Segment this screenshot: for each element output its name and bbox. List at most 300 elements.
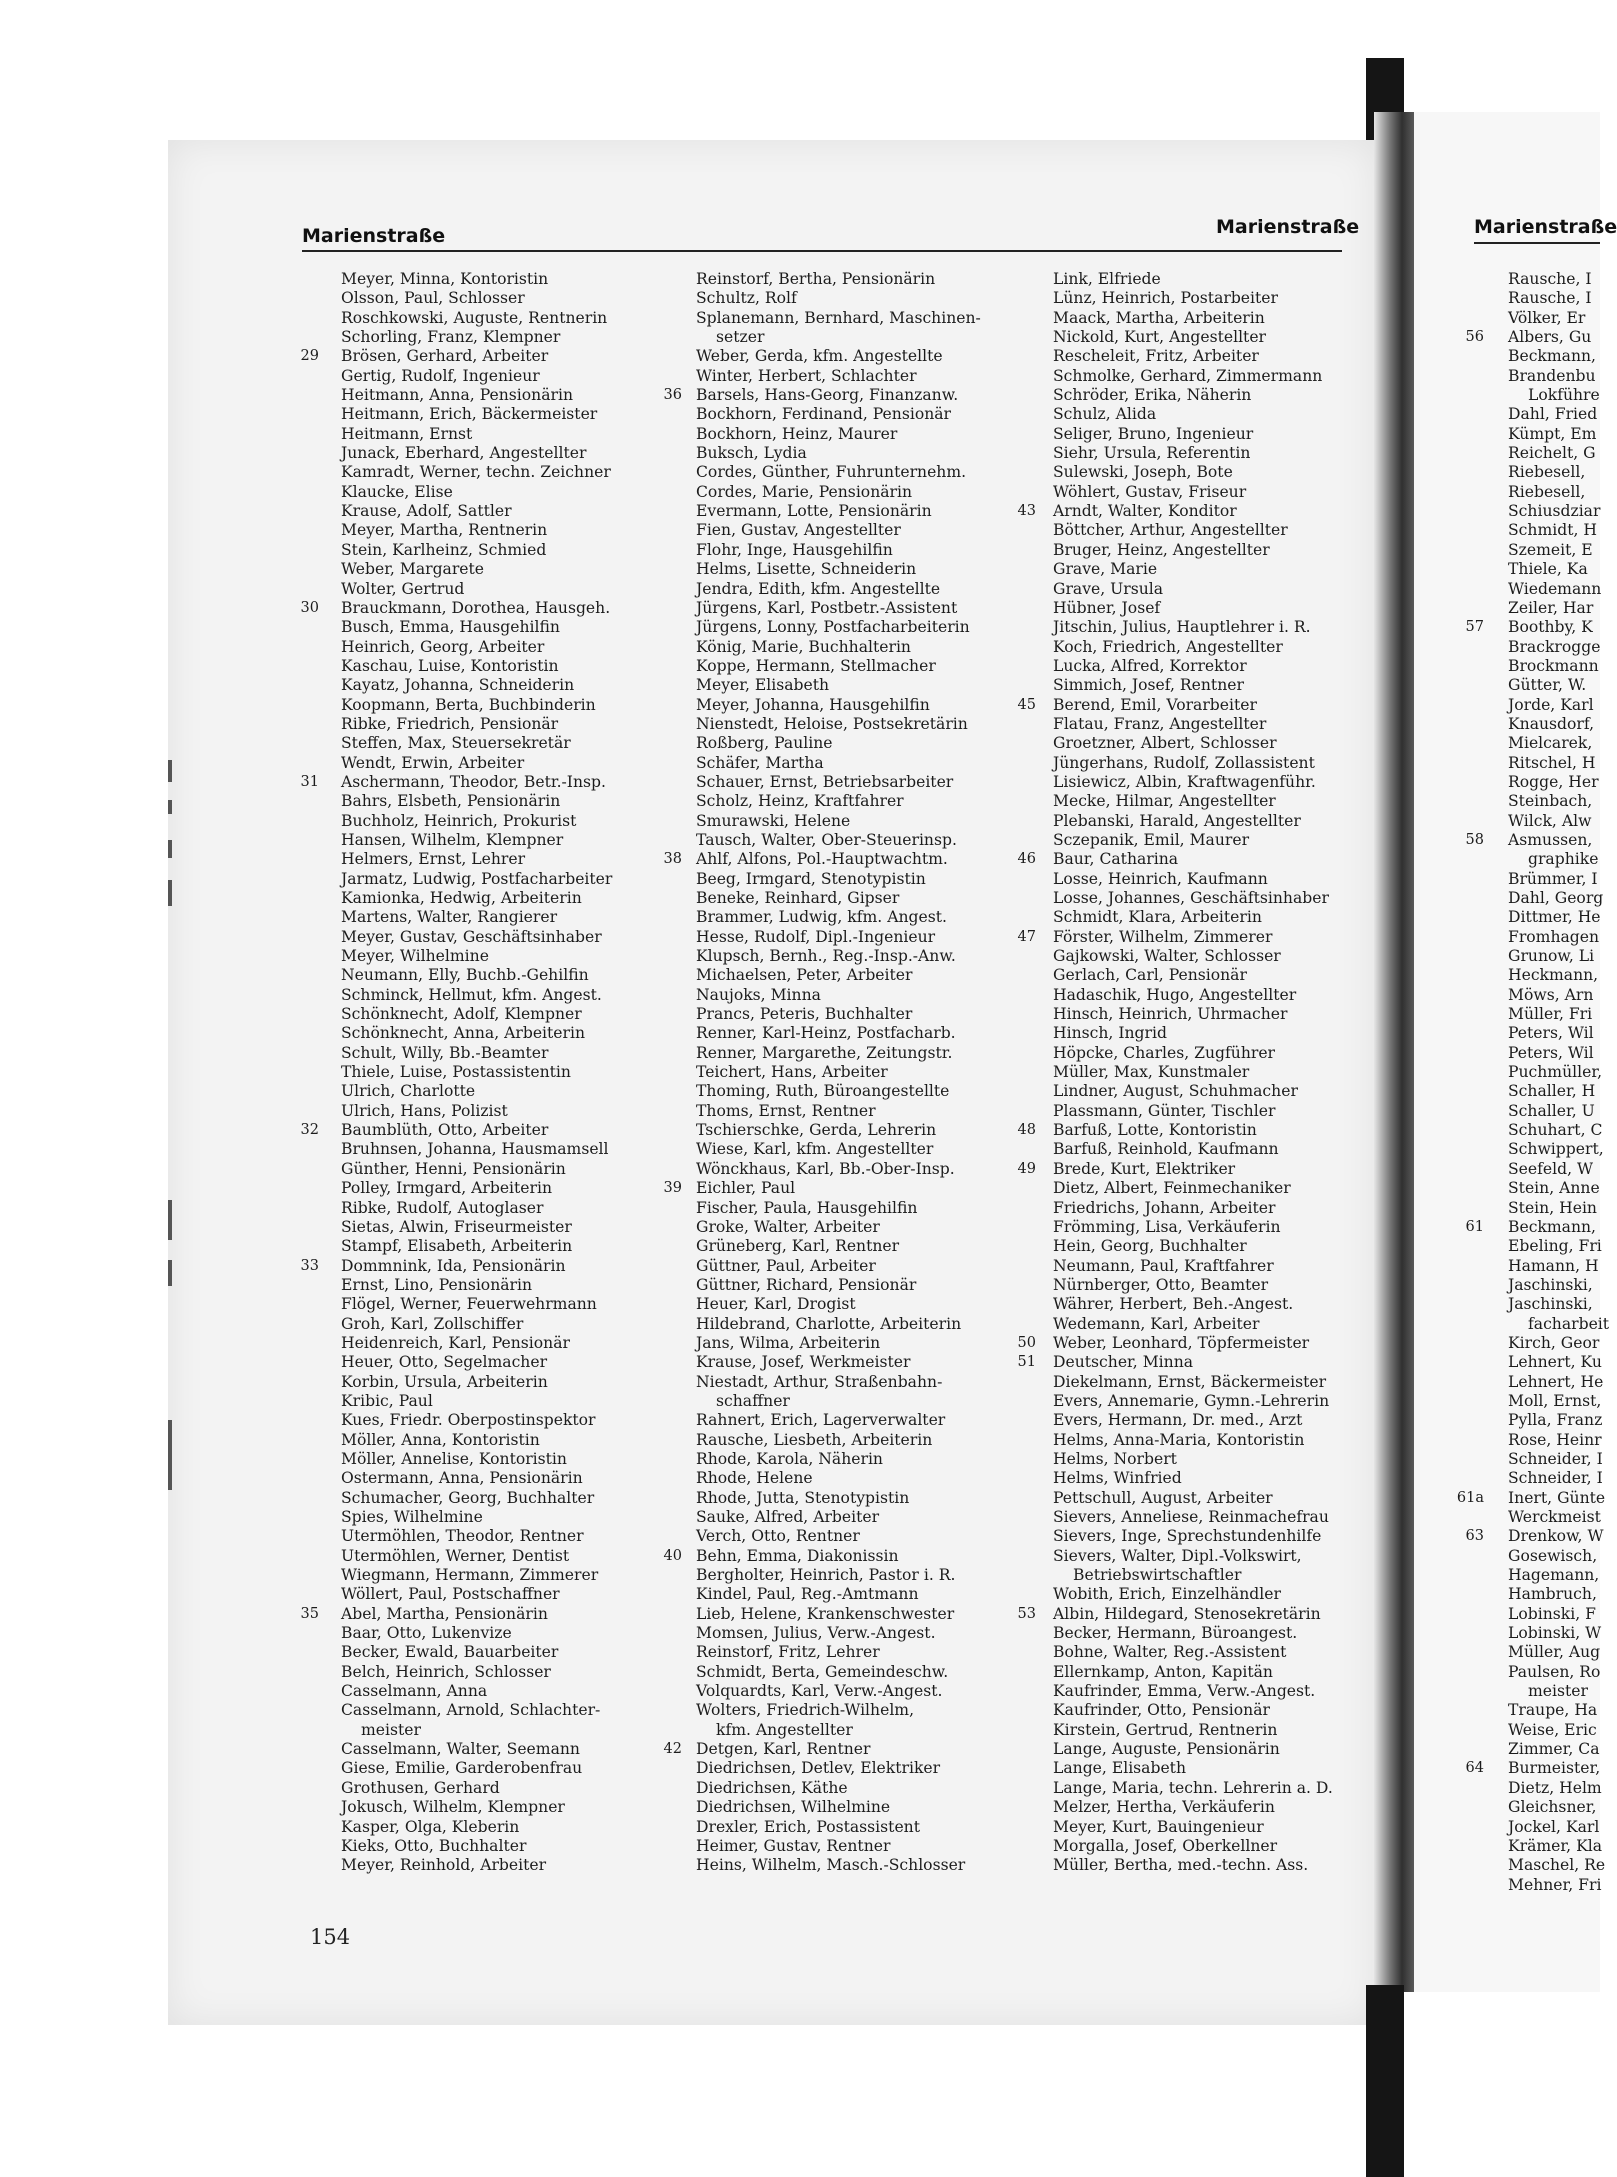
entry-text: Renner, Margarethe, Zeitungstr. xyxy=(696,1043,953,1062)
house-number: 46 xyxy=(1017,851,1036,868)
entry-text: Ernst, Lino, Pensionärin xyxy=(341,1275,533,1294)
resident-entry xyxy=(341,1392,671,1411)
resident-entry xyxy=(341,1315,671,1334)
entry-text: Smurawski, Helene xyxy=(696,811,851,830)
entry-text: Koopmann, Berta, Buchbinderin xyxy=(341,695,596,714)
resident-entry xyxy=(696,831,1026,850)
resident-entry xyxy=(341,521,671,540)
resident-entry xyxy=(341,792,671,811)
entry-text: Polley, Irmgard, Arbeiterin xyxy=(341,1179,553,1198)
entry-text: Jürgens, Lonny, Postfacharbeiterin xyxy=(696,618,970,637)
resident-entry xyxy=(696,1469,1026,1488)
resident-entry xyxy=(1053,870,1373,889)
house-number: 47 xyxy=(1017,928,1036,945)
resident-entry xyxy=(1053,386,1373,405)
resident-entry xyxy=(1508,696,1600,715)
entry-text: Flögel, Werner, Feuerwehrmann xyxy=(341,1295,597,1314)
entry-text: Kaschau, Luise, Kontoristin xyxy=(341,656,559,675)
entry-text: Dahl, Fried xyxy=(1508,405,1598,424)
resident-entry xyxy=(1508,1585,1600,1604)
resident-entry xyxy=(1508,657,1600,676)
house-number: 61a xyxy=(1456,1489,1484,1506)
house-number-entry xyxy=(1017,695,1373,715)
resident-entry xyxy=(1053,1682,1373,1701)
resident-entry xyxy=(341,1044,671,1063)
header-rule xyxy=(302,250,1342,252)
house-number-entry xyxy=(1017,502,1373,521)
entry-text: Bruhnsen, Johanna, Hausmamsell xyxy=(341,1140,609,1159)
running-head-right: Marienstraße xyxy=(1474,216,1617,238)
resident-entry xyxy=(341,638,671,657)
entry-text: Rhode, Helene xyxy=(696,1469,813,1488)
entry-text: Thoms, Ernst, Rentner xyxy=(696,1101,876,1120)
entry-text: Kindel, Paul, Reg.-Amtmann xyxy=(696,1585,919,1604)
entry-text: Evers, Hermann, Dr. med., Arzt xyxy=(1053,1411,1303,1430)
entry-text: Stein, Hein xyxy=(1508,1198,1597,1217)
entry-text: Heuer, Karl, Drogist xyxy=(696,1295,856,1314)
entry-text: Splanemann, Bernhard, Maschinen- xyxy=(696,308,981,327)
entry-text: Grothusen, Gerhard xyxy=(341,1778,500,1797)
resident-entry xyxy=(1508,599,1600,618)
resident-entry xyxy=(1508,580,1600,599)
entry-text: Lange, Elisabeth xyxy=(1053,1759,1186,1778)
entry-text: Wiese, Karl, kfm. Angestellter xyxy=(696,1140,934,1159)
resident-entry xyxy=(696,1276,1026,1295)
entry-text: Prancs, Peteris, Buchhalter xyxy=(696,1005,913,1024)
entry-text: Evermann, Lotte, Pensionärin xyxy=(696,502,932,521)
entry-text: Kieks, Otto, Buchhalter xyxy=(341,1836,527,1855)
resident-entry xyxy=(341,1837,671,1856)
resident-entry xyxy=(1053,1237,1373,1256)
entry-text: Bockhorn, Heinz, Maurer xyxy=(696,424,898,443)
entry-text: Gleichsner, xyxy=(1508,1798,1597,1817)
resident-entry xyxy=(1053,1315,1373,1334)
entry-text: Grave, Ursula xyxy=(1053,579,1164,598)
entry-text: Weise, Eric xyxy=(1508,1720,1597,1739)
resident-entry xyxy=(1508,1566,1600,1585)
resident-entry xyxy=(341,1469,671,1488)
entry-text: Kaufrinder, Otto, Pensionär xyxy=(1053,1701,1270,1720)
entry-text: Hamann, H xyxy=(1508,1256,1599,1275)
entry-text: Dommnink, Ida, Pensionärin xyxy=(341,1256,566,1275)
resident-entry xyxy=(341,502,671,521)
entry-text: Groke, Walter, Arbeiter xyxy=(696,1217,880,1236)
entry-text: Lange, Auguste, Pensionärin xyxy=(1053,1740,1280,1759)
entry-text: Korbin, Ursula, Arbeiterin xyxy=(341,1372,548,1391)
resident-entry xyxy=(1053,1740,1373,1759)
house-number-entry xyxy=(1465,830,1600,850)
entry-text: Wolters, Friedrich-Wilhelm, xyxy=(696,1701,915,1720)
entry-text: Müller, Aug xyxy=(1508,1643,1601,1662)
resident-entry xyxy=(696,1063,1026,1082)
entry-continuation xyxy=(1508,1314,1610,1334)
entry-text: Wöhlert, Gustav, Friseur xyxy=(1053,482,1247,501)
entry-text: Sauke, Alfred, Arbeiter xyxy=(696,1508,880,1526)
resident-entry xyxy=(1053,1508,1373,1527)
entry-text: Verch, Otto, Rentner xyxy=(696,1527,860,1546)
house-number-entry xyxy=(663,1740,1026,1759)
entry-text: Güttner, Paul, Arbeiter xyxy=(696,1256,876,1275)
entry-text: Helmers, Ernst, Lehrer xyxy=(341,850,526,869)
resident-entry xyxy=(1508,1199,1600,1218)
entry-text: König, Marie, Buchhalterin xyxy=(696,637,911,656)
resident-entry xyxy=(696,870,1026,889)
resident-entry xyxy=(1508,928,1600,947)
entry-text: Baumblüth, Otto, Arbeiter xyxy=(341,1121,549,1140)
resident-entry xyxy=(696,889,1026,908)
resident-entry xyxy=(696,560,1026,579)
entry-text: Hein, Georg, Buchhalter xyxy=(1053,1237,1247,1256)
resident-entry xyxy=(341,1740,671,1759)
resident-entry xyxy=(696,1353,1026,1372)
resident-entry xyxy=(696,1431,1026,1450)
entry-text: Kamionka, Hedwig, Arbeiterin xyxy=(341,889,582,907)
resident-entry xyxy=(1053,270,1373,289)
entry-text: Paulsen, Ro xyxy=(1508,1662,1601,1681)
resident-entry xyxy=(341,463,671,482)
entry-text: Wolter, Gertrud xyxy=(341,579,465,598)
resident-entry xyxy=(341,1102,671,1121)
resident-entry xyxy=(696,734,1026,753)
entry-text: Stein, Karlheinz, Schmied xyxy=(341,540,547,559)
entry-text: Böttcher, Arthur, Angestellter xyxy=(1053,521,1288,540)
resident-entry xyxy=(1508,1140,1604,1159)
house-number-entry xyxy=(1017,1121,1373,1140)
resident-entry xyxy=(1053,1798,1373,1817)
resident-entry xyxy=(341,1218,671,1237)
resident-entry xyxy=(696,986,1026,1005)
entry-continuation xyxy=(1508,850,1600,869)
entry-text: Riebesell, xyxy=(1508,463,1586,482)
resident-entry xyxy=(1508,966,1600,985)
resident-entry xyxy=(341,1682,671,1701)
resident-entry xyxy=(1053,618,1373,637)
resident-entry xyxy=(696,1759,1026,1778)
resident-entry xyxy=(1053,1199,1373,1218)
resident-entry xyxy=(696,1218,1026,1237)
resident-entry xyxy=(1053,812,1373,831)
resident-entry xyxy=(341,1856,671,1875)
resident-entry xyxy=(1508,444,1600,463)
resident-entry xyxy=(696,1566,1026,1585)
entry-text: Fromhagen xyxy=(1508,927,1600,946)
entry-text: Helms, Anna-Maria, Kontoristin xyxy=(1053,1430,1305,1449)
entry-text: Grave, Marie xyxy=(1053,560,1158,579)
resident-entry xyxy=(341,1818,671,1837)
entry-text: Werckmeist xyxy=(1508,1508,1601,1526)
resident-entry xyxy=(341,1779,671,1798)
resident-entry xyxy=(1053,638,1373,657)
entry-text: Kümpt, Em xyxy=(1508,424,1597,443)
running-head-center: Marienstraße xyxy=(1216,216,1360,238)
house-number-entry xyxy=(663,1546,1026,1566)
entry-text: Lindner, August, Schuhmacher xyxy=(1053,1082,1298,1101)
entry-text: Thiele, Ka xyxy=(1508,560,1588,579)
entry-text: Völker, Er xyxy=(1508,308,1586,327)
entry-text: Bergholter, Heinrich, Pastor i. R. xyxy=(696,1566,956,1585)
entry-text: Dietz, Albert, Feinmechaniker xyxy=(1053,1179,1291,1198)
resident-entry xyxy=(1508,1237,1600,1256)
resident-entry xyxy=(1508,463,1600,482)
entry-text: Giese, Emilie, Garderobenfrau xyxy=(341,1759,583,1778)
entry-text: Kayatz, Johanna, Schneiderin xyxy=(341,676,575,695)
entry-text: Rhode, Jutta, Stenotypistin xyxy=(696,1488,910,1507)
resident-entry xyxy=(696,580,1026,599)
entry-text: Reinstorf, Fritz, Lehrer xyxy=(696,1643,880,1662)
resident-entry xyxy=(341,657,671,676)
entry-text: Rose, Heinr xyxy=(1508,1430,1602,1449)
entry-continuation xyxy=(1508,386,1600,405)
resident-entry xyxy=(696,405,1026,424)
entry-text: Kamradt, Werner, techn. Zeichner xyxy=(341,463,611,482)
resident-entry xyxy=(1053,947,1373,966)
resident-entry xyxy=(341,309,671,328)
resident-entry xyxy=(341,618,671,637)
resident-entry xyxy=(1508,1121,1603,1140)
resident-entry xyxy=(1508,1276,1600,1295)
resident-entry xyxy=(696,696,1026,715)
entry-text: Seefeld, W xyxy=(1508,1159,1594,1178)
entry-text: Schönknecht, Adolf, Klempner xyxy=(341,1005,582,1024)
resident-entry xyxy=(1053,966,1373,985)
entry-text: Schmidt, Berta, Gemeindeschw. xyxy=(696,1662,949,1681)
entry-text: Flatau, Franz, Angestellter xyxy=(1053,714,1267,733)
resident-entry xyxy=(341,1643,671,1662)
resident-entry xyxy=(696,676,1026,695)
resident-entry xyxy=(1508,1818,1600,1837)
house-number: 35 xyxy=(300,1605,319,1622)
entry-text: Jendra, Edith, kfm. Angestellte xyxy=(696,579,941,598)
resident-entry xyxy=(1508,1295,1600,1314)
entry-text: Meyer, Martha, Rentnerin xyxy=(341,521,548,540)
resident-entry xyxy=(696,1856,1026,1875)
entry-text: Rahnert, Erich, Lagerverwalter xyxy=(696,1411,946,1430)
entry-text: Maack, Martha, Arbeiterin xyxy=(1053,308,1265,327)
entry-text: Hesse, Rudolf, Dipl.-Ingenieur xyxy=(696,927,936,946)
entry-text: Meyer, Gustav, Geschäftsinhaber xyxy=(341,927,602,946)
resident-entry xyxy=(1053,483,1373,502)
entry-text: Schaller, U xyxy=(1508,1101,1595,1120)
resident-entry xyxy=(1508,734,1600,753)
resident-entry xyxy=(696,1199,1026,1218)
entry-text: Bruger, Heinz, Angestellter xyxy=(1053,540,1270,559)
entry-text: Währer, Herbert, Beh.-Angest. xyxy=(1053,1295,1294,1314)
house-number: 57 xyxy=(1465,619,1484,636)
resident-entry xyxy=(696,773,1026,792)
resident-entry xyxy=(1053,1701,1373,1720)
resident-entry xyxy=(696,502,1026,521)
resident-entry xyxy=(341,870,671,889)
entry-text: Beeg, Irmgard, Stenotypistin xyxy=(696,869,926,888)
resident-entry xyxy=(1053,1140,1373,1159)
resident-entry xyxy=(341,812,671,831)
resident-entry xyxy=(341,1585,671,1604)
resident-entry xyxy=(696,947,1026,966)
resident-entry xyxy=(1508,1257,1600,1276)
entry-text: Brackrogge xyxy=(1508,637,1601,656)
entry-continuation xyxy=(1053,1566,1373,1585)
resident-entry xyxy=(1508,560,1600,579)
entry-text: Inert, Günte xyxy=(1508,1488,1606,1507)
entry-text: Ellernkamp, Anton, Kapitän xyxy=(1053,1662,1273,1681)
resident-entry xyxy=(696,1508,1026,1527)
resident-entry xyxy=(1053,1643,1373,1662)
entry-text: Meyer, Minna, Kontoristin xyxy=(341,270,549,288)
entry-text: Brammer, Ludwig, kfm. Angest. xyxy=(696,908,947,927)
entry-text: Krause, Adolf, Sattler xyxy=(341,502,512,521)
house-number-entry xyxy=(1465,328,1600,347)
resident-entry xyxy=(1053,1489,1373,1508)
resident-entry xyxy=(341,1566,671,1585)
house-number-entry xyxy=(663,850,1026,869)
resident-entry xyxy=(341,1701,671,1720)
entry-text: Asmussen, xyxy=(1508,830,1593,849)
resident-entry xyxy=(341,483,671,502)
entry-text: Evers, Annemarie, Gymn.-Lehrerin xyxy=(1053,1391,1330,1410)
resident-entry xyxy=(1053,289,1373,308)
resident-entry xyxy=(1053,1295,1373,1314)
entry-text: Heckmann, xyxy=(1508,966,1599,985)
resident-entry xyxy=(696,1663,1026,1682)
entry-text: Schuhart, C xyxy=(1508,1121,1603,1140)
entry-text: Wilck, Alw xyxy=(1508,811,1592,830)
entry-text: Moll, Ernst, xyxy=(1508,1391,1602,1410)
resident-entry xyxy=(1508,1876,1600,1895)
house-number-entry xyxy=(663,386,1026,405)
entry-text: Thoming, Ruth, Büroangestellte xyxy=(696,1082,950,1101)
resident-entry xyxy=(1508,1082,1600,1101)
resident-entry xyxy=(341,1082,671,1101)
resident-entry xyxy=(696,715,1026,734)
entry-text: meister xyxy=(1528,1682,1588,1701)
entry-text: Plassmann, Günter, Tischler xyxy=(1053,1101,1276,1120)
entry-text: Jürgens, Karl, Postbetr.-Assistent xyxy=(696,598,958,617)
house-number-entry xyxy=(1017,850,1373,869)
entry-text: Cordes, Günther, Fuhrunternehm. xyxy=(696,463,967,482)
entry-text: Detgen, Karl, Rentner xyxy=(696,1740,871,1759)
entry-text: Grüneberg, Karl, Rentner xyxy=(696,1237,900,1256)
entry-text: Schmidt, H xyxy=(1508,521,1597,540)
resident-entry xyxy=(696,966,1026,985)
entry-text: Lehnert, He xyxy=(1508,1372,1604,1391)
entry-text: Kribic, Paul xyxy=(341,1391,433,1410)
entry-text: kfm. Angestellter xyxy=(716,1720,853,1739)
house-number-entry xyxy=(1017,1333,1373,1353)
house-number: 48 xyxy=(1017,1122,1036,1139)
resident-entry xyxy=(1508,986,1600,1005)
resident-entry xyxy=(1508,889,1604,908)
entry-text: Lokführe xyxy=(1528,386,1600,405)
resident-entry xyxy=(1508,947,1600,966)
resident-entry xyxy=(1508,676,1600,695)
entry-text: Steffen, Max, Steuersekretär xyxy=(341,734,571,753)
entry-text: Ostermann, Anna, Pensionärin xyxy=(341,1469,583,1488)
entry-text: Seliger, Bruno, Ingenieur xyxy=(1053,424,1254,443)
entry-text: Bahrs, Elsbeth, Pensionärin xyxy=(341,792,561,811)
entry-text: Schultz, Rolf xyxy=(696,289,797,308)
house-number-entry xyxy=(1465,1527,1604,1546)
house-number: 31 xyxy=(300,773,319,790)
resident-entry xyxy=(1508,483,1600,502)
entry-text: Kirstein, Gertrud, Rentnerin xyxy=(1053,1720,1278,1739)
resident-entry xyxy=(341,734,671,753)
entry-text: Casselmann, Anna xyxy=(341,1682,488,1701)
entry-text: Michaelsen, Peter, Arbeiter xyxy=(696,966,913,985)
resident-entry xyxy=(341,1489,671,1508)
entry-text: Scholz, Heinz, Kraftfahrer xyxy=(696,792,904,811)
resident-entry xyxy=(1508,754,1600,773)
entry-text: Hildebrand, Charlotte, Arbeiterin xyxy=(696,1314,962,1333)
entry-text: Jaschinski, xyxy=(1508,1295,1593,1314)
resident-entry xyxy=(696,483,1026,502)
entry-text: Traupe, Ha xyxy=(1508,1701,1598,1720)
entry-text: Casselmann, Walter, Seemann xyxy=(341,1740,580,1759)
resident-entry xyxy=(1508,347,1600,366)
entry-continuation xyxy=(696,1392,1026,1411)
entry-text: Gosewisch, xyxy=(1508,1546,1598,1565)
house-number: 49 xyxy=(1017,1160,1036,1177)
entry-text: Schäfer, Martha xyxy=(696,753,824,772)
house-number-entry xyxy=(663,1179,1026,1198)
entry-text: Schauer, Ernst, Betriebsarbeiter xyxy=(696,772,954,791)
house-number-entry xyxy=(1017,927,1373,947)
entry-text: Naujoks, Minna xyxy=(696,985,821,1004)
house-number: 64 xyxy=(1465,1760,1484,1777)
entry-text: Kaufrinder, Emma, Verw.-Angest. xyxy=(1053,1682,1316,1701)
resident-entry xyxy=(341,831,671,850)
entry-text: Brede, Kurt, Elektriker xyxy=(1053,1159,1236,1178)
entry-text: Plebanski, Harald, Angestellter xyxy=(1053,811,1301,830)
resident-entry xyxy=(1508,1392,1600,1411)
resident-entry xyxy=(1508,367,1600,386)
resident-entry xyxy=(1053,1837,1373,1856)
entry-text: Brümmer, I xyxy=(1508,869,1598,888)
entry-text: Betriebswirtschaftler xyxy=(1073,1566,1242,1585)
entry-text: Jitschin, Julius, Hauptlehrer i. R. xyxy=(1053,618,1311,637)
house-number: 39 xyxy=(663,1180,682,1197)
resident-entry xyxy=(1053,1005,1373,1024)
resident-entry xyxy=(1053,1818,1373,1837)
resident-entry xyxy=(341,908,671,927)
resident-entry xyxy=(1053,1469,1373,1488)
entry-text: Losse, Johannes, Geschäftsinhaber xyxy=(1053,889,1329,907)
resident-entry xyxy=(1053,405,1373,424)
resident-entry xyxy=(341,1179,671,1198)
resident-entry xyxy=(341,1798,671,1817)
resident-entry xyxy=(1053,676,1373,695)
entry-text: Hansen, Wilhelm, Klempner xyxy=(341,830,564,849)
resident-entry xyxy=(1053,889,1373,908)
resident-entry xyxy=(341,966,671,985)
resident-entry xyxy=(341,270,671,289)
entry-text: Diedrichsen, Käthe xyxy=(696,1778,848,1797)
resident-entry xyxy=(341,425,671,444)
entry-text: Maschel, Re xyxy=(1508,1856,1606,1875)
resident-entry xyxy=(1053,367,1373,386)
entry-text: Fischer, Paula, Hausgehilfin xyxy=(696,1198,918,1217)
house-number-entry xyxy=(300,1604,671,1624)
entry-text: Siehr, Ursula, Referentin xyxy=(1053,444,1251,463)
resident-entry xyxy=(341,1063,671,1082)
entry-text: Belch, Heinrich, Schlosser xyxy=(341,1662,551,1681)
running-head-left: Marienstraße xyxy=(302,225,446,247)
entry-text: Beckmann, xyxy=(1508,1217,1596,1236)
resident-entry xyxy=(696,1527,1026,1546)
entry-text: Möws, Arn xyxy=(1508,985,1594,1004)
house-number-entry xyxy=(300,1256,671,1276)
resident-entry xyxy=(696,463,1026,482)
house-number: 51 xyxy=(1017,1354,1036,1371)
